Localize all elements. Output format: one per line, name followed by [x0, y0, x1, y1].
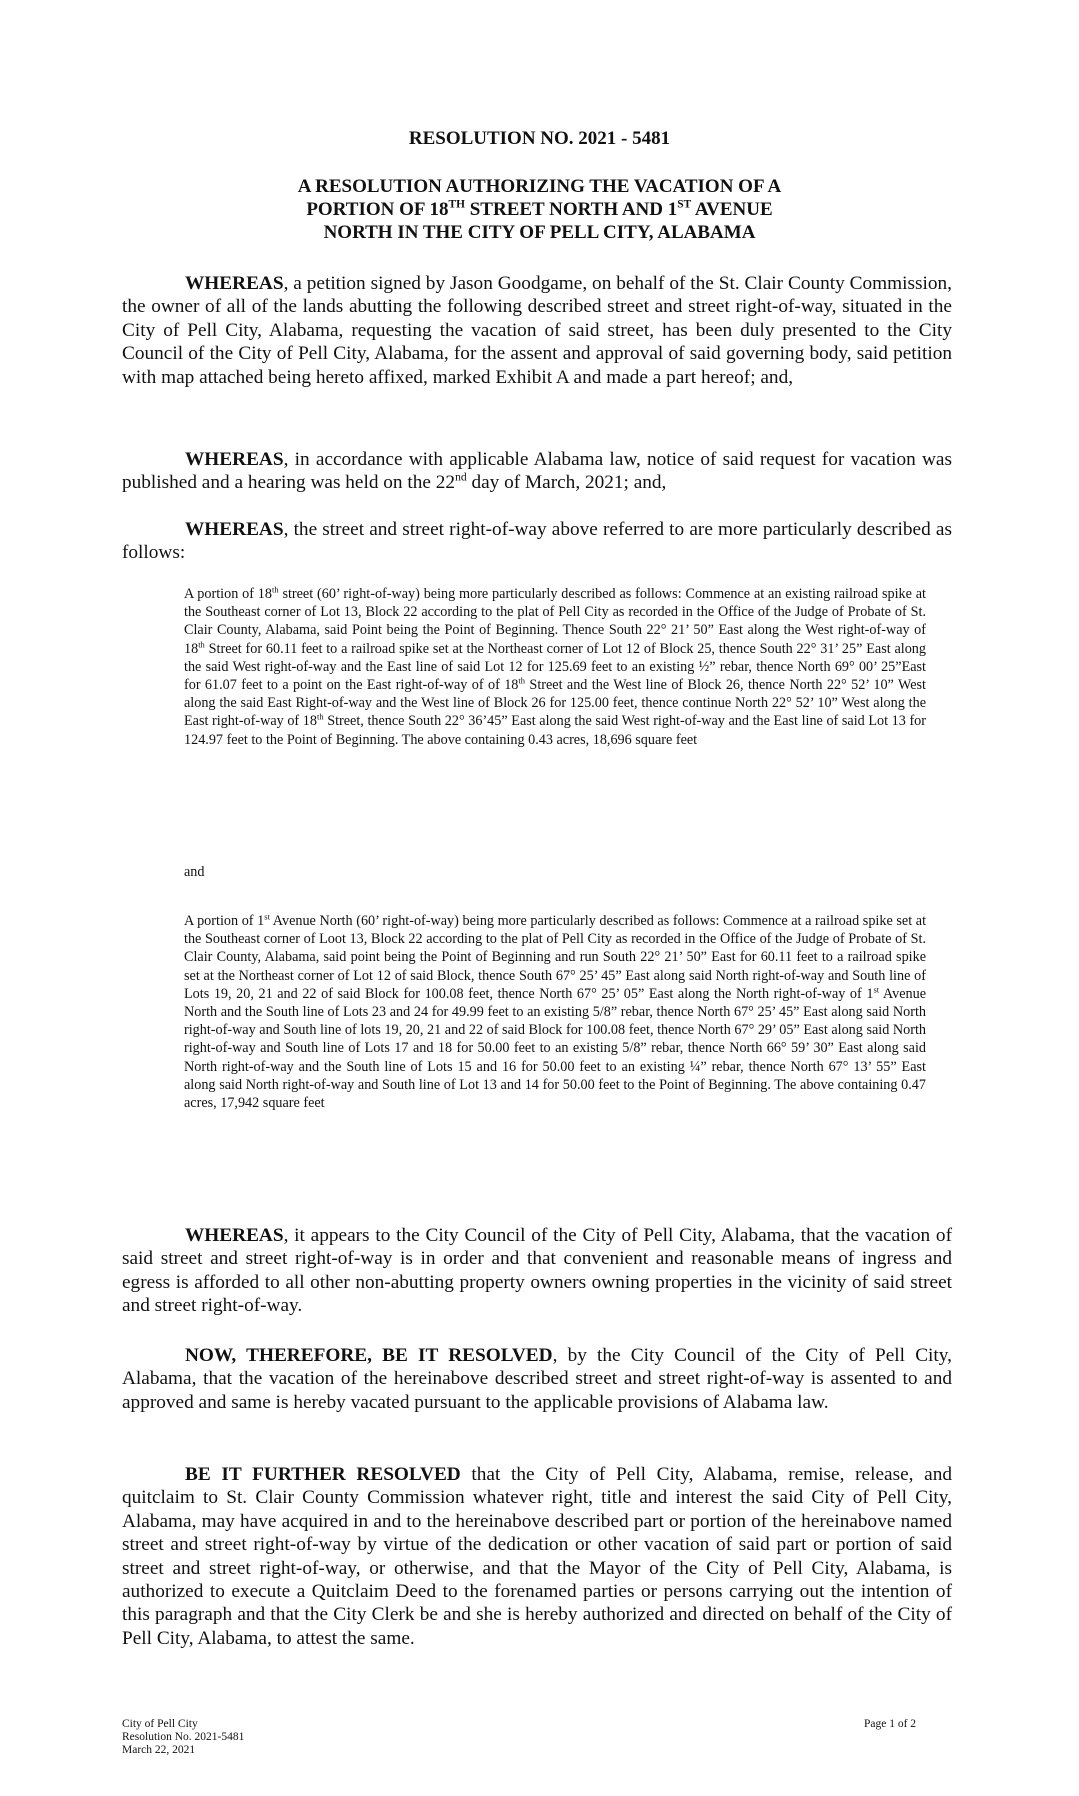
paragraph-lead: WHEREAS: [185, 1225, 284, 1246]
title-superscript: ST: [677, 198, 692, 211]
paragraph-text: , a petition signed by Jason Goodgame, on behalf of the St. Clair County Commission, the owner of all of the lands abutting the following described street and street right-of-way, situated in the City of Pell City, Alabama, requesting the vacation of said street, has been duly presented to the City Council of the City of Pell City, Alabama, for the assent and approval of said governing body, said petition with map attached being hereto affixed, marked Exhibit A and made a part hereof; and,: [122, 273, 952, 388]
paragraph-lead: NOW, THEREFORE, BE IT RESOLVED: [185, 1345, 553, 1366]
whereas-appears-paragraph: [122, 1224, 952, 1318]
superscript: th: [271, 584, 279, 595]
paragraph-text: that the City of Pell City, Alabama, remise, release, and quitclaim to St. Clair County Commission whatever right, title and interest the said City of Pell City, Alabama, may have acquired in and to the hereinabove described part or portion of the hereinabove named street and street right-of-way by virtue of the dedication or other vacation of said part or portion of said street and street right-of-way, or otherwise, and that the Mayor of the City of Pell City, Alabama, is authorized to execute a Quitclaim Deed to the forenamed parties or persons carrying out the intention of this paragraph and that the City Clerk be and she is hereby authorized and directed on behalf of the City of Pell City, Alabama, to attest the same.: [122, 1464, 952, 1649]
legal-text: street (60’ right-of-way) being more particularly described as follows: Commence at an existing railroad spike at the Southeast corner of Lot 13, Block 22 according to the plat of Pell City as recorded in the Office of the Judge of Probate of St. Clair County, Alabama, said Point being the Point of Beginning. Thence South 22° 21’ 50” East along the West right-of-way of 18: [184, 586, 926, 657]
paragraph-text: , by the City Council of the City of Pell City, Alabama, that the vacation of the hereinabove described street and street right-of-way is assented to and approved and same is hereby vacated pursuant to the applicable provisions of Alabama law.: [122, 1345, 952, 1413]
superscript: nd: [455, 470, 467, 484]
legal-text: Street, thence South 22° 36’45” East along the said West right-of-way and the East line of said Lot 13 for 124.97 feet to the Point of Beginning. The above containing 0.43 acres, 18,696 square feet: [184, 713, 926, 748]
page-number: Page 1 of 2: [864, 1718, 917, 1730]
legal-text: A portion of 18: [184, 586, 272, 602]
footer-document-info: [122, 1718, 244, 1757]
resolution-number: RESOLUTION NO. 2021 - 5481: [408, 128, 671, 149]
superscript: th: [518, 675, 526, 686]
superscript: st: [873, 984, 880, 995]
paragraph-lead: WHEREAS: [185, 449, 284, 470]
title-text: AVENUE: [691, 199, 773, 220]
resolved-paragraph: [122, 1344, 952, 1414]
paragraph-lead: BE IT FURTHER RESOLVED: [185, 1464, 461, 1485]
superscript: th: [316, 711, 324, 722]
whereas-description-paragraph: [122, 518, 952, 565]
legal-text: Street for 60.11 feet to a railroad spike set at the Northeast corner of Lot 12 of Block 25, thence South 22° 31’ 25” East along the said West right-of-way and the East line of said Lot 12 for 125.69 feet to an existing ½” rebar, thence North 69° 00’ 25”East for 61.07 feet to a point on the East right-of-way of of 18: [184, 640, 926, 694]
resolution-title-line-3: NORTH IN THE CITY OF PELL CITY, ALABAMA: [323, 222, 756, 243]
paragraph-lead: WHEREAS: [185, 519, 284, 540]
legal-description-18th-street: [184, 585, 926, 749]
legal-text: Street and the West line of Block 26, thence North 22° 52’ 10” West along the said East Right-of-way and the West line of Block 26 for 125.00 feet, thence continue North 22° 52’ 10” West along the East right-of-way of 18: [184, 677, 926, 730]
legal-text: A portion of 1: [184, 913, 265, 929]
whereas-notice-paragraph: [122, 448, 952, 495]
superscript: th: [198, 638, 205, 649]
paragraph-lead: WHEREAS: [185, 273, 284, 294]
resolution-title-line-2: [0, 199, 1079, 221]
paragraph-text: , it appears to the City Council of the City of Pell City, Alabama, that the vacation of said street and street right-of-way is in order and that convenient and reasonable means of ingress and egress is afforded to all other non-abutting property owners owning properties in the vicinity of said street and street right-of-way.: [122, 1225, 952, 1317]
resolution-title-line-1: A RESOLUTION AUTHORIZING THE VACATION OF A: [297, 176, 782, 197]
legal-text: Avenue North and the South line of Lots 23 and 24 for 49.99 feet to an existing 5/8” rebar, thence North 67° 25’ 45” East along said North right-of-way and South line of lots 19, 20, 21 and 22 of said Block for 100.08 feet, thence North 67° 29’ 05” East along said North right-of-way and South line of Lots 17 and 18 for 50.00 feet to an existing 5/8” rebar, thence North 66° 59’ 30” East along said North right-of-way and the South line of Lots 15 and 16 for 50.00 feet to an existing ¼” rebar, thence North 67° 13’ 55” East along said North right-of-way and South line of Lot 13 and 14 for 50.00 feet to the Point of Beginning. The above containing 0.47 acres, 17,942 square feet: [184, 985, 926, 1112]
superscript: st: [264, 911, 270, 922]
footer-date: March 22, 2021: [122, 1744, 196, 1756]
legal-description-1st-avenue: [184, 912, 926, 1112]
and-connector: and: [184, 864, 205, 880]
title-superscript: TH: [448, 198, 465, 211]
title-text: STREET NORTH AND 1: [464, 199, 678, 220]
further-resolved-paragraph: [122, 1463, 952, 1650]
title-text: PORTION OF 18: [306, 199, 449, 220]
paragraph-text: , in accordance with applicable Alabama law, notice of said request for vacation was published and a hearing was held on the 22: [122, 449, 952, 494]
legal-text: Avenue North (60’ right-of-way) being more particularly described as follows: Commence at a railroad spike set at the Southeast corner of Loot 13, Block 22 according to the plat of Pell City as recorded in the Office of the Judge of Probate of St. Clair County, Alabama, said point being the Point of Beginning and run South 22° 21’ 50” East for 60.11 feet to a railroad spike set at the Northeast corner of Lot 12 of said Block, thence South 67° 25’ 45” East along said North right-of-way and South line of Lots 19, 20, 21 and 22 of said Block for 100.08 feet, thence North 67° 25’ 05” East along the North right-of-way of 1: [184, 913, 927, 1002]
footer-city: City of Pell City: [122, 1718, 198, 1730]
whereas-petition-paragraph: [122, 272, 952, 389]
paragraph-text: day of March, 2021; and,: [466, 472, 667, 494]
footer-resolution-number: Resolution No. 2021-5481: [122, 1731, 245, 1743]
paragraph-text: , the street and street right-of-way above referred to are more particularly described as follows:: [122, 519, 952, 564]
